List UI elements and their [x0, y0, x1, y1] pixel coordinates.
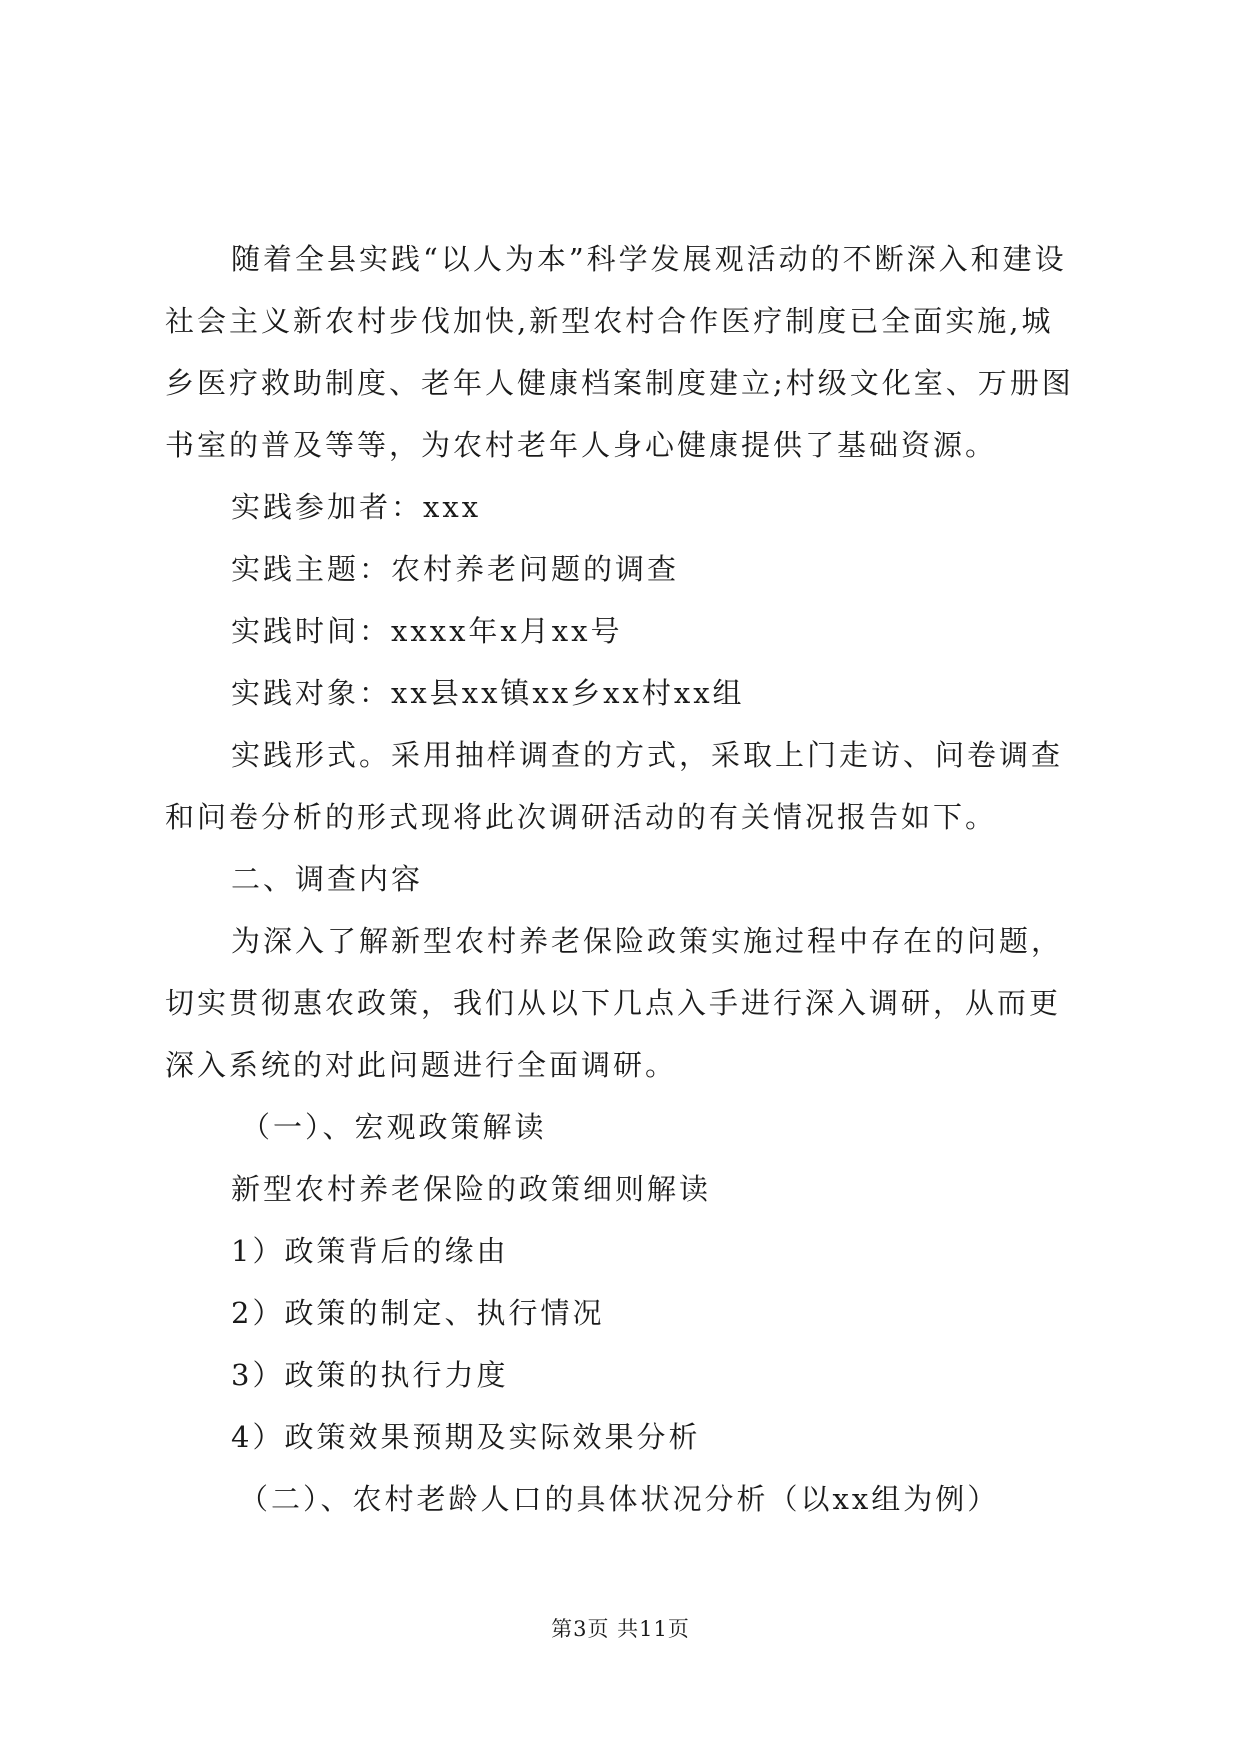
paragraph-participant: 实践参加者：xxx: [231, 490, 482, 524]
paragraph-intro: 随着全县实践“以人为本”科学发展观活动的不断深入和建设社会主义新农村步伐加快,新型农村合作医疗制度已全面实施,城乡医疗救助制度、老年人健康档案制度建立;村级文化室、万册图书室的普及等等，为农村老年人身心健康提供了基础资源。: [165, 242, 1074, 462]
list-item-3: 3）政策的执行力度: [231, 1358, 509, 1392]
list-item-1: 1）政策背后的缘由: [231, 1234, 509, 1268]
paragraph-theme: 实践主题：农村养老问题的调查: [231, 552, 680, 586]
page-number-footer: 第3页 共11页: [551, 1617, 690, 1641]
paragraph-survey-purpose: 为深入了解新型农村养老保险政策实施过程中存在的问题，切实贯彻惠农政策，我们从以下几点入手进行深入调研，从而更深入系统的对此问题进行全面调研。: [165, 924, 1064, 1082]
paragraph-policy-details: 新型农村养老保险的政策细则解读: [231, 1172, 712, 1206]
document-body: [165, 228, 1085, 1530]
section-heading-survey-content: 二、调查内容: [231, 862, 424, 896]
list-item-4: 4）政策效果预期及实际效果分析: [231, 1420, 701, 1454]
paragraph-target: 实践对象：xx县xx镇xx乡xx村xx组: [231, 676, 745, 710]
subheading-elderly-population: （二）、农村老龄人口的具体状况分析（以xx组为例）: [239, 1482, 1000, 1516]
paragraph-time: 实践时间：xxxx年x月xx号: [231, 614, 623, 648]
subheading-macro-policy: （一）、宏观政策解读: [241, 1110, 547, 1144]
paragraph-form: 实践形式。采用抽样调查的方式，采取上门走访、问卷调查和问卷分析的形式现将此次调研活动的有关情况报告如下。: [165, 738, 1064, 834]
list-item-2: 2）政策的制定、执行情况: [231, 1296, 605, 1330]
